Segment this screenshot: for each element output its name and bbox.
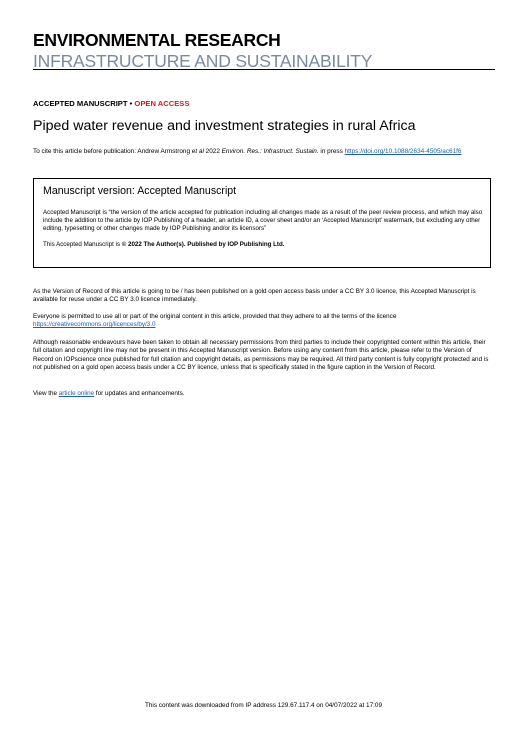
download-footer: This content was downloaded from IP address 129.67.117.4 on 04/07/2022 at 17:09 xyxy=(144,702,383,709)
citation-status: in press xyxy=(318,148,345,155)
permitted-use-text xyxy=(33,313,493,330)
view-prefix: View the xyxy=(33,390,59,397)
doi-link[interactable]: https://doi.org/10.1088/2634-4505/ac61f6 xyxy=(344,148,462,155)
copyright-line xyxy=(43,241,483,249)
citation xyxy=(33,148,493,157)
citation-year: 2022 xyxy=(203,148,222,155)
journal-name-line2: INFRASTRUCTURE AND SUSTAINABILITY xyxy=(33,51,373,71)
citation-journal: Environ. Res.: Infrastruct. Sustain. xyxy=(221,148,319,155)
article-online-link[interactable]: article online xyxy=(58,390,95,397)
version-of-record-text: As the Version of Record of this article is going to be / has been published on a gold open access basis under a CC BY 3.0 licence, this Accepted Manuscript is available for reuse under a CC BY 3.0 licence immediately. xyxy=(33,288,476,304)
copyright-prefix: This Accepted Manuscript is xyxy=(43,240,122,248)
journal-name-line1: ENVIRONMENTAL RESEARCH xyxy=(33,30,281,50)
status-separator: • xyxy=(127,99,135,108)
status-label: ACCEPTED MANUSCRIPT xyxy=(33,99,128,108)
view-online-paragraph xyxy=(33,390,493,398)
manuscript-box-title: Manuscript version: Accepted Manuscript xyxy=(43,185,237,197)
header-rule xyxy=(33,69,495,70)
view-online-text xyxy=(33,390,493,398)
permitted-use-sentence: Everyone is permitted to use all or part of the original content in this article, provided that they adhere to all the terms of the licence xyxy=(33,313,397,320)
manuscript-version-box xyxy=(33,178,491,268)
article-title: Piped water revenue and investment strategies in rural Africa xyxy=(33,118,416,134)
open-access-badge: OPEN ACCESS xyxy=(134,99,190,108)
manuscript-status xyxy=(33,99,189,109)
licence-link[interactable]: https://creativecommons.org/licences/by/3.0 xyxy=(33,321,156,329)
third-party-paragraph xyxy=(33,339,493,373)
citation-et-al: et al xyxy=(191,148,204,155)
accepted-manuscript-definition: Accepted Manuscript is “the version of the article accepted for publication including all changes made as a result of the peer review process, and which may also include the addition to the article by IOP Publishing of a header, an article ID, a cover sheet and/or an ‘Accepted Manuscript’ watermark, but excluding any other editing, typesetting or other changes made by IOP Publishing and/or its licensors” xyxy=(43,209,483,233)
view-suffix: for updates and enhancements. xyxy=(94,390,185,397)
manuscript-box-body xyxy=(43,209,483,256)
permitted-use-paragraph xyxy=(33,313,493,330)
copyright-holder: © 2022 The Author(s). Published by IOP Publishing Ltd. xyxy=(121,240,285,248)
citation-prefix: To cite this article before publication: Andrew Armstrong xyxy=(33,148,192,155)
third-party-text: Although reasonable endeavours have been taken to obtain all necessary permissions from third parties to include their copyrighted content within this article, their full citation and copyright line may not be present in this Accepted Manuscript version. Before using any content from this article, please refer to the Version of Record on IOPscience once published for full citation and copyright details, as permissions may be required. All third party content is fully copyright protected and is not published on a gold open access basis under a CC BY licence, unless that is specifically stated in the figure caption in the Version of Record. xyxy=(33,339,489,372)
version-of-record-paragraph xyxy=(33,288,493,305)
